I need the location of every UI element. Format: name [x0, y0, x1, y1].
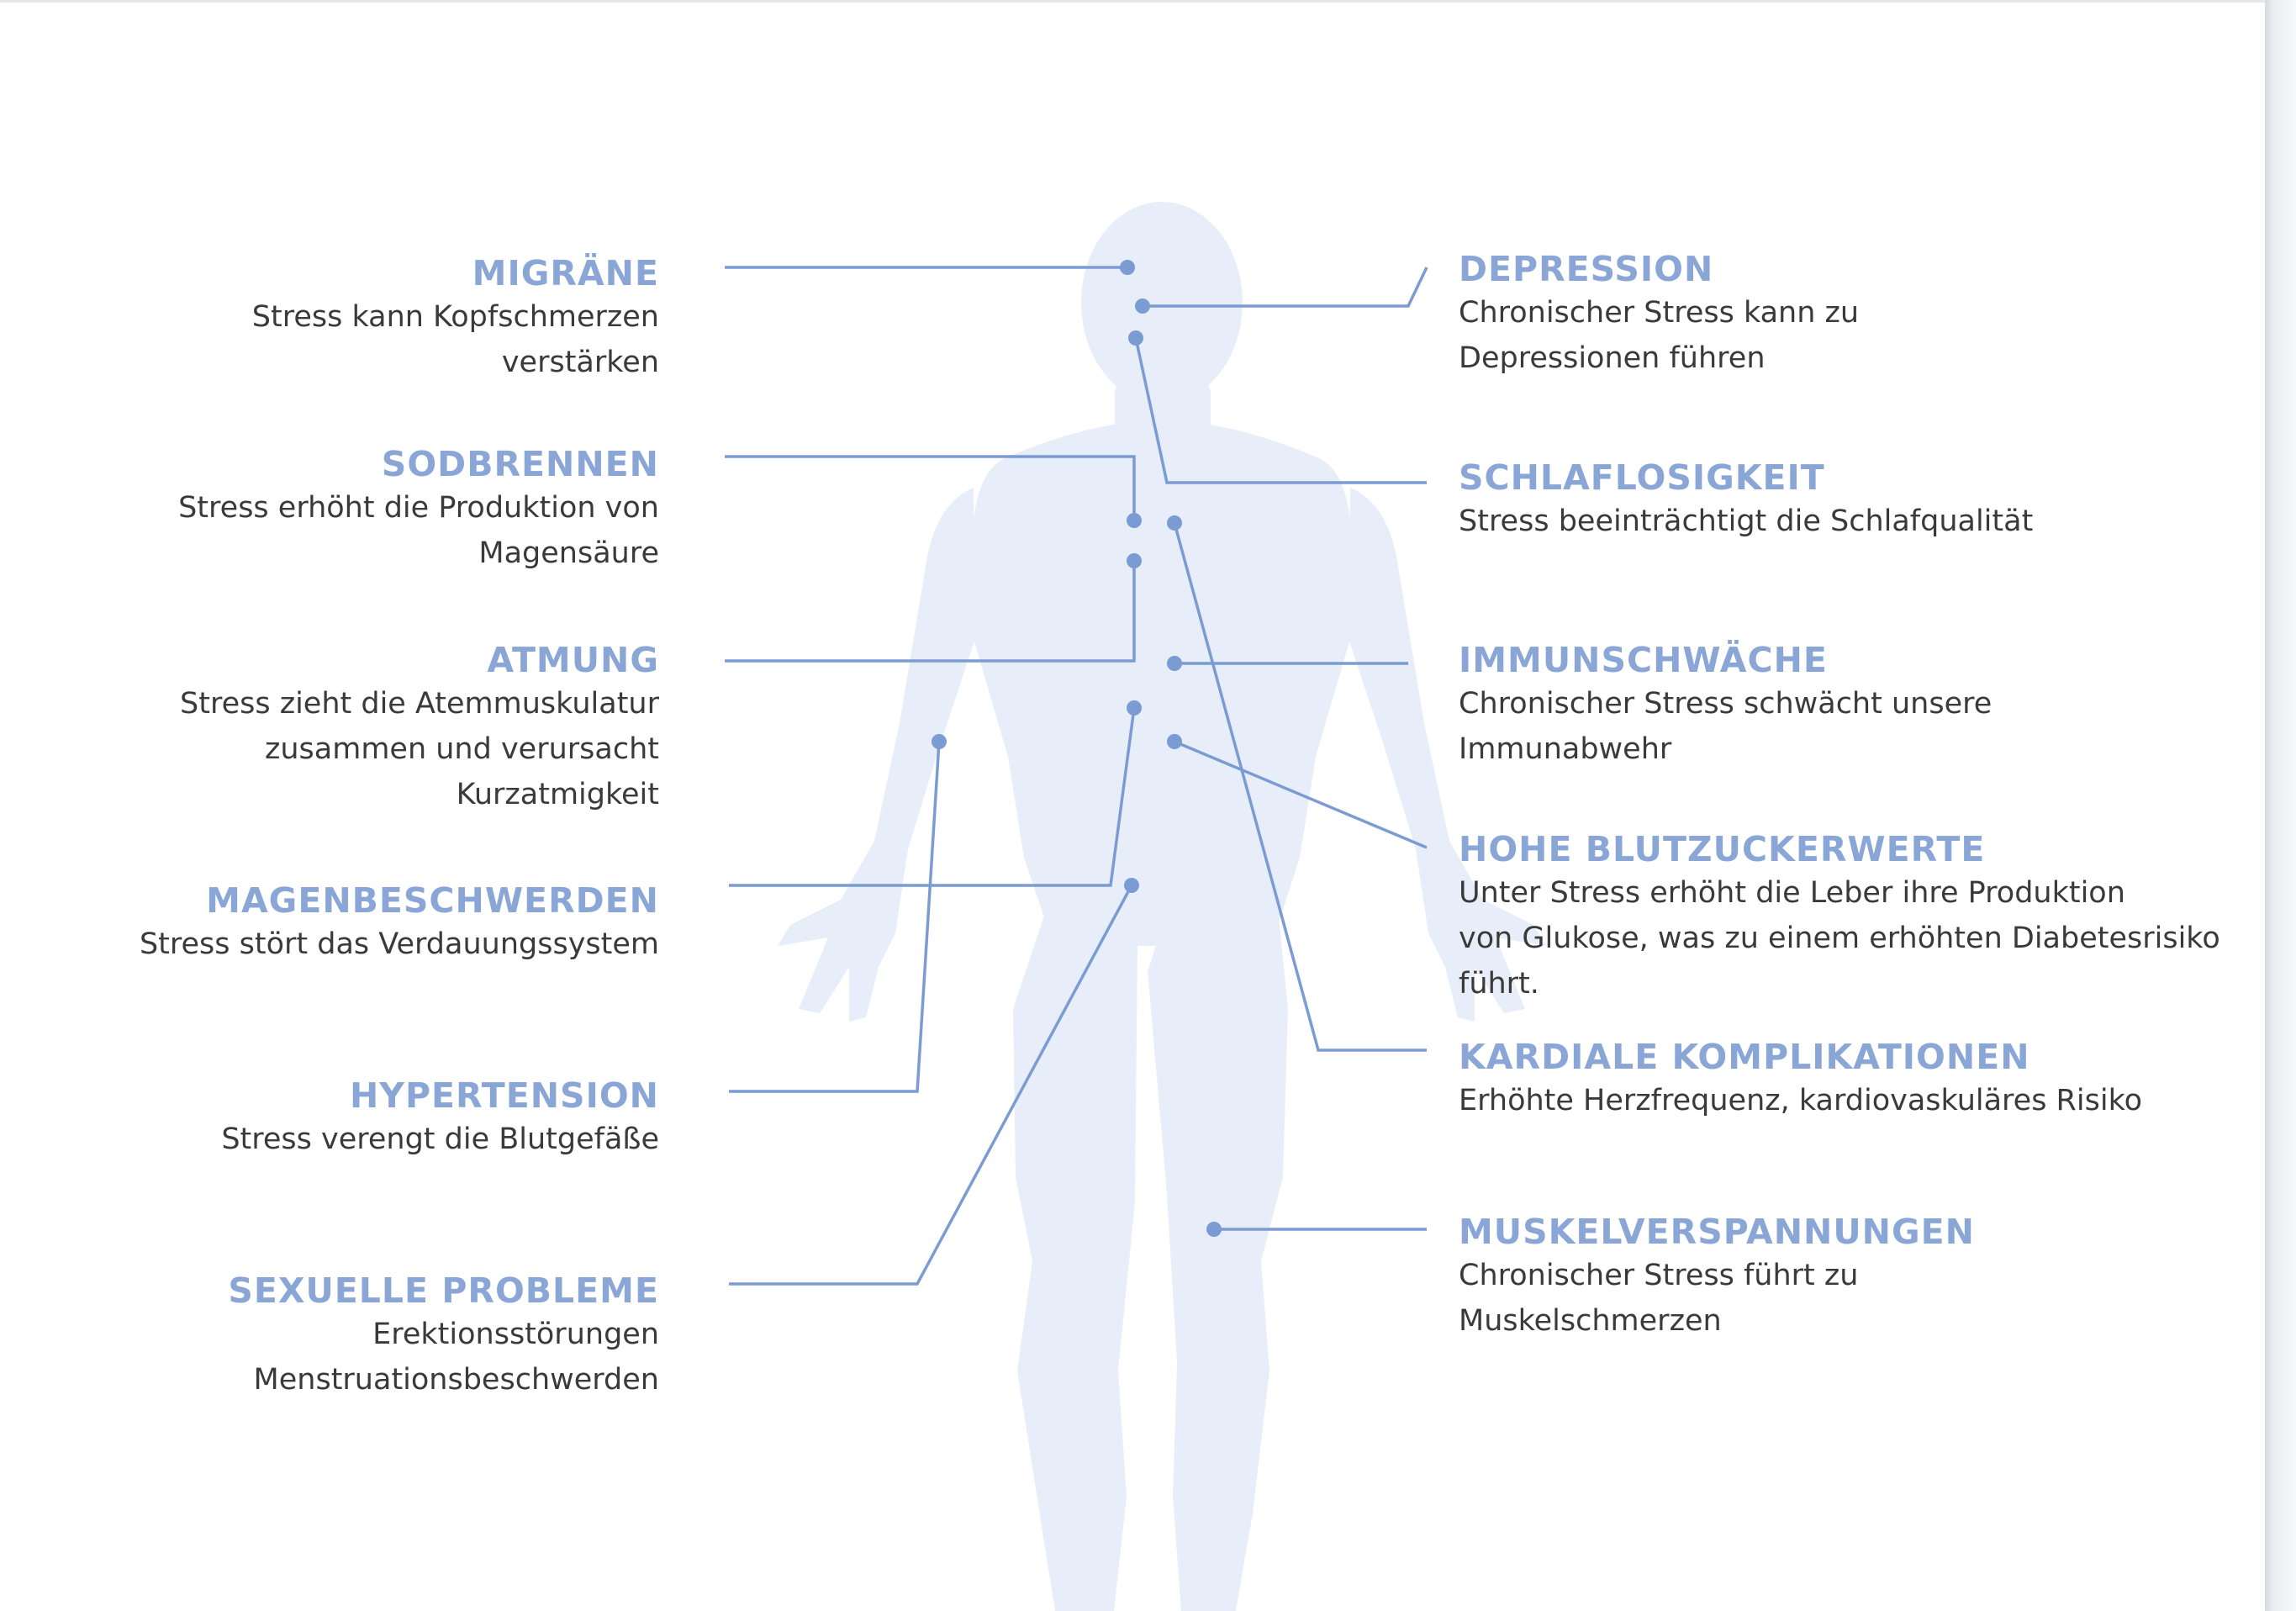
entry-description: Chronischer Stress führt zu Muskelschmerzen — [1459, 1259, 1859, 1338]
body-silhouette — [778, 202, 1546, 1611]
entry-title: ATMUNG — [487, 640, 659, 680]
entry-title: HYPERTENSION — [349, 1075, 659, 1116]
anchor-point-depression — [1135, 298, 1150, 314]
entry-title: MIGRÄNE — [472, 253, 659, 293]
entry-title: SCHLAFLOSIGKEIT — [1459, 457, 1825, 498]
anchor-point-magenbeschwerden — [1127, 700, 1142, 716]
anchor-point-sexuelle-probleme — [1124, 878, 1139, 893]
anchor-point-muskelverspannungen — [1206, 1222, 1222, 1237]
entry-description: Erektionsstörungen Menstruationsbeschwerden — [253, 1318, 659, 1397]
page-edge-shadow — [2265, 0, 2296, 1611]
entry-title: SODBRENNEN — [381, 444, 659, 484]
entry-muskelverspannungen — [1459, 1211, 1975, 1344]
entry-description: Stress zieht die Atemmuskulatur zusammen und verursacht Kurzatmigkeit — [180, 687, 659, 811]
anchor-point-sodbrennen — [1127, 513, 1142, 528]
entry-hohe-blutzuckerwerte — [1459, 828, 2220, 1006]
entry-title: MAGENBESCHWERDEN — [206, 880, 659, 921]
legs-shape — [1013, 908, 1288, 1611]
entry-sexuelle-probleme — [228, 1270, 659, 1402]
anchor-point-blutzucker — [1167, 734, 1182, 749]
entry-description: Unter Stress erhöht die Leber ihre Produktion von Glukose, was zu einem erhöhten Diabetesrisiko führt. — [1459, 876, 2220, 1001]
entry-schlaflosigkeit — [1459, 457, 2033, 544]
anchor-point-hypertension — [932, 734, 947, 749]
entry-description: Chronischer Stress schwächt unsere Immunabwehr — [1459, 687, 1993, 766]
entry-title: DEPRESSION — [1459, 249, 1714, 289]
anchor-point-kardiale — [1167, 515, 1182, 531]
entry-sodbrennen — [178, 443, 659, 576]
entry-description: Erhöhte Herzfrequenz, kardiovaskuläres Risiko — [1459, 1084, 2142, 1117]
entry-description: Stress erhöht die Produktion von Magensäure — [178, 491, 659, 570]
anchor-point-immunschwaeche — [1167, 656, 1182, 671]
entry-hypertension — [221, 1075, 659, 1162]
entry-description: Stress verengt die Blutgefäße — [221, 1122, 659, 1156]
entry-magenbeschwerden — [140, 879, 659, 967]
entry-depression — [1459, 248, 1859, 381]
entry-kardiale-komplikationen — [1459, 1036, 2142, 1123]
torso-shape — [974, 420, 1350, 925]
entry-description: Stress beeinträchtigt die Schlafqualität — [1459, 504, 2034, 538]
entry-title: MUSKELVERSPANNUNGEN — [1459, 1212, 1975, 1252]
entry-title: KARDIALE KOMPLIKATIONEN — [1459, 1037, 2030, 1077]
anchor-point-migraene — [1120, 260, 1135, 275]
anchor-point-atmung — [1127, 553, 1142, 568]
entry-description: Stress kann Kopfschmerzen verstärken — [251, 300, 659, 379]
entry-description: Stress stört das Verdauungssystem — [139, 927, 659, 961]
entry-atmung — [180, 639, 659, 817]
anchor-point-schlaflosigkeit — [1128, 330, 1143, 346]
entry-title: SEXUELLE PROBLEME — [228, 1270, 659, 1311]
left-arm-shape — [778, 488, 975, 1022]
entry-title: IMMUNSCHWÄCHE — [1459, 640, 1828, 680]
entry-title: HOHE BLUTZUCKERWERTE — [1459, 829, 1986, 869]
entry-description: Chronischer Stress kann zu Depressionen führen — [1459, 296, 1860, 375]
entry-immunschwaeche — [1459, 639, 1992, 772]
entry-migraene — [252, 252, 659, 385]
